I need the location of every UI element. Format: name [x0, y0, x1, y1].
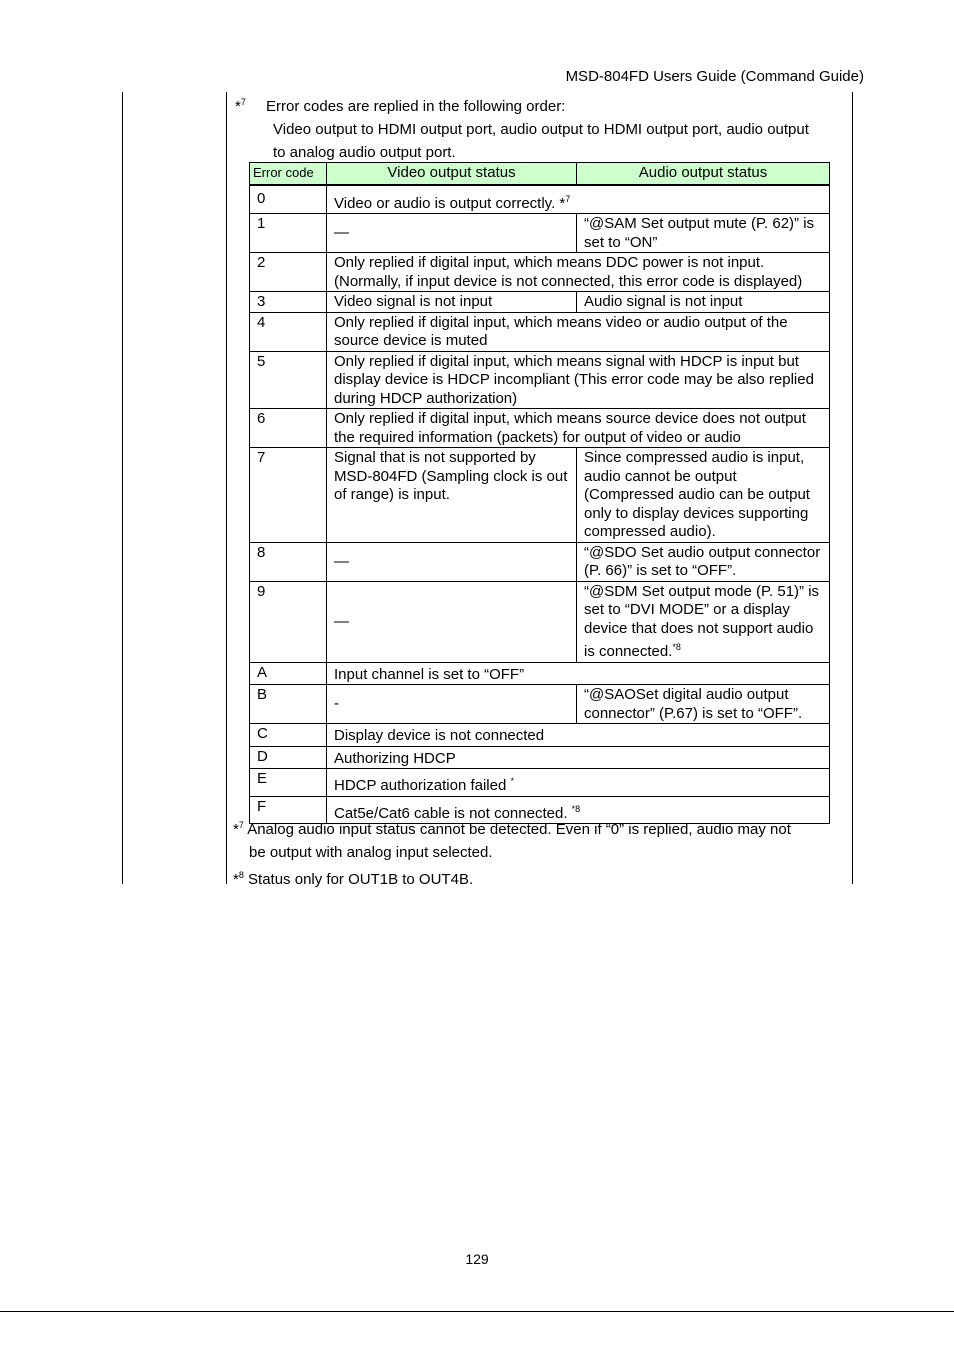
- row-sup: 7: [565, 193, 571, 204]
- table-row: [250, 185, 830, 214]
- header-error-code: Error code: [250, 163, 327, 185]
- row-sup: *: [510, 776, 514, 786]
- row-text: Only replied if digital input, which means video or audio output of the source device is muted: [327, 312, 830, 351]
- table-row: [250, 448, 830, 543]
- row-audio-content: “@SDM Set output mode (P. 51)” is set to “DVI MODE” or a display device that does not support audio is connected.: [584, 582, 820, 660]
- footnote-7: [233, 814, 848, 841]
- row-text: Display device is not connected: [327, 724, 830, 747]
- row-text: Authorizing HDCP: [327, 746, 830, 769]
- footnote-7-marker: *: [233, 821, 239, 838]
- page-header-title: MSD-804FD Users Guide (Command Guide): [565, 68, 864, 85]
- intro-text-3: to analog audio output port.: [273, 144, 456, 161]
- footer-rule: [0, 1311, 954, 1312]
- table-row: [250, 312, 830, 351]
- row-code: D: [250, 746, 327, 769]
- row-code: 0: [250, 185, 327, 214]
- row-code: F: [250, 796, 327, 824]
- table-row: [250, 292, 830, 313]
- row-code: 6: [250, 409, 327, 448]
- row-video: Signal that is not supported by MSD-804FD (Sampling clock is out of range) is input.: [327, 448, 577, 543]
- row-code: E: [250, 769, 327, 797]
- row-text: Only replied if digital input, which means source device does not output the required information (packets) for output of video or audio: [327, 409, 830, 448]
- footnote-7-num: 7: [238, 820, 244, 830]
- row-text-content: Cat5e/Cat6 cable is not connected.: [334, 804, 572, 822]
- table-row: [250, 581, 830, 662]
- footnote-8: [233, 864, 848, 891]
- left-margin-rule: [122, 92, 123, 884]
- row-text-content: Video or audio is output correctly. *: [334, 194, 566, 212]
- row-video: Video signal is not input: [327, 292, 577, 313]
- header-audio-status: Audio output status: [577, 163, 830, 185]
- row-audio: Audio signal is not input: [577, 292, 830, 313]
- intro-line-1: [235, 91, 850, 118]
- footnote-7-text-2: be output with analog input selected.: [249, 844, 493, 861]
- table-row: [250, 409, 830, 448]
- row-code: 8: [250, 542, 327, 581]
- row-video: —: [327, 214, 577, 253]
- row-audio: Since compressed audio is input, audio cannot be output (Compressed audio can be output only to display devices supporting compressed audio).: [577, 448, 830, 543]
- row-sup: *8: [672, 642, 681, 652]
- row-text: Only replied if digital input, which means DDC power is not input. (Normally, if input device is not connected, this error code is displayed): [327, 253, 830, 292]
- row-code: B: [250, 685, 327, 724]
- footnotes: [233, 814, 848, 891]
- row-text: Only replied if digital input, which means signal with HDCP is input but display device is HDCP incompliant (This error code may be also replied during HDCP authorization): [327, 351, 830, 409]
- intro-note: [235, 91, 850, 164]
- row-audio: “@SAM Set output mute (P. 62)” is set to “ON”: [577, 214, 830, 253]
- row-video: —: [327, 542, 577, 581]
- row-text: Input channel is set to “OFF”: [327, 662, 830, 685]
- table-row: [250, 769, 830, 797]
- footnote-8-marker: *: [233, 871, 239, 888]
- row-text: [327, 769, 830, 797]
- table-row: [250, 724, 830, 747]
- footnote-8-num: 8: [238, 870, 244, 880]
- table-row: [250, 214, 830, 253]
- table-row: [250, 662, 830, 685]
- row-code: 1: [250, 214, 327, 253]
- row-audio: “@SAOSet digital audio output connector” (P.67) is set to “OFF”.: [577, 685, 830, 724]
- row-code: 3: [250, 292, 327, 313]
- table-header-row: [250, 163, 830, 185]
- intro-text-2: Video output to HDMI output port, audio output to HDMI output port, audio output: [273, 121, 809, 138]
- row-text: [327, 185, 830, 214]
- header-video-status: Video output status: [327, 163, 577, 185]
- intro-marker-num: 7: [240, 97, 246, 107]
- row-code: 9: [250, 581, 327, 662]
- table-row: [250, 685, 830, 724]
- footnote-7-text-1: Analog audio input status cannot be detected. Even if “0” is replied, audio may not: [247, 821, 791, 838]
- table-row: [250, 542, 830, 581]
- row-code: 7: [250, 448, 327, 543]
- row-code: A: [250, 662, 327, 685]
- footnote-8-text: Status only for OUT1B to OUT4B.: [248, 871, 474, 888]
- row-video: -: [327, 685, 577, 724]
- intro-text-1: Error codes are replied in the following order:: [266, 98, 566, 115]
- intro-marker: *: [235, 98, 241, 115]
- row-code: C: [250, 724, 327, 747]
- row-sup: *8: [571, 803, 581, 814]
- row-code: 2: [250, 253, 327, 292]
- row-video: —: [327, 581, 577, 662]
- table-row: [250, 746, 830, 769]
- row-audio: “@SDO Set audio output connector (P. 66)” is set to “OFF”.: [577, 542, 830, 581]
- content-right-rule: [852, 92, 853, 884]
- table-row: [250, 351, 830, 409]
- error-code-table: [249, 162, 830, 824]
- row-code: 5: [250, 351, 327, 409]
- page-number: 129: [465, 1251, 489, 1267]
- row-text-content: HDCP authorization failed: [334, 777, 511, 794]
- table-row: [250, 253, 830, 292]
- row-audio: [577, 581, 830, 662]
- row-code: 4: [250, 312, 327, 351]
- content-left-rule: [226, 92, 227, 884]
